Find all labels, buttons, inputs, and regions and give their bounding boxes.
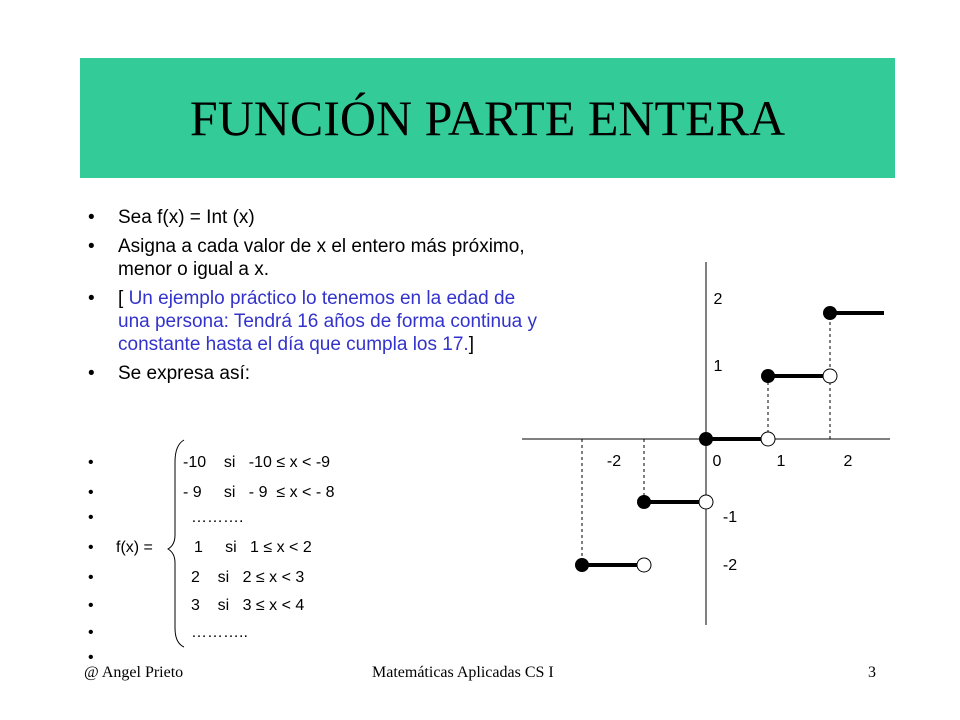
open-endpoint	[761, 432, 775, 446]
closed-endpoint	[823, 306, 837, 320]
definition-row: ………..	[191, 624, 248, 641]
open-endpoint	[699, 495, 713, 509]
definition-row: 2 si 2 ≤ x < 3	[191, 569, 305, 586]
example-text: Un ejemplo práctico lo tenemos en la edad de una persona: Tendrá 16 años de forma continua y constante hasta el día que cumpla los 17.	[118, 288, 537, 355]
function-label: f(x) =	[116, 539, 153, 556]
y-tick-label: -2	[722, 557, 738, 574]
bullet-description: • Asigna a cada valor de x el entero más próximo, menor o igual a x.	[88, 235, 548, 281]
footer-course: Matemáticas Aplicadas CS I	[372, 664, 554, 681]
bullet-dot: •	[88, 509, 94, 526]
bullet-dot: •	[88, 624, 94, 641]
bullet-definition: • Sea f(x) = Int (x)	[88, 206, 548, 229]
x-tick-label: 1	[776, 453, 786, 470]
definition-row: 1 si 1 ≤ x < 2	[194, 539, 312, 556]
bullet-expression: • Se expresa así:	[88, 362, 548, 385]
example-open-bracket: [	[118, 288, 129, 309]
x-tick-label: 2	[843, 453, 853, 470]
bullet-dot: •	[88, 649, 94, 666]
bullet-dot: •	[88, 569, 94, 586]
closed-endpoint	[575, 558, 589, 572]
open-endpoint	[823, 369, 837, 383]
bullet-dot: •	[88, 539, 94, 556]
slide-title: FUNCIÓN PARTE ENTERA	[189, 90, 786, 146]
bullet-dot: •	[88, 484, 94, 501]
closed-endpoint	[637, 495, 651, 509]
footer-author: @ Angel Prieto	[84, 664, 184, 681]
bullet-dot: •	[88, 454, 94, 471]
closed-endpoint	[761, 369, 775, 383]
x-tick-label: -2	[606, 453, 622, 470]
definition-row: - 9 si - 9 ≤ x < - 8	[183, 484, 335, 501]
y-tick-label: 2	[713, 291, 723, 308]
x-tick-label: 0	[712, 453, 722, 470]
bullet-dot: •	[88, 597, 94, 614]
footer-page-number: 3	[868, 664, 876, 681]
open-endpoint	[637, 558, 651, 572]
example-close-bracket: ]	[468, 334, 474, 355]
definition-row: 3 si 3 ≤ x < 4	[191, 597, 305, 614]
y-tick-label: 1	[713, 358, 723, 375]
y-tick-label: -1	[722, 509, 738, 526]
closed-endpoint	[699, 432, 713, 446]
definition-row: -10 si -10 ≤ x < -9	[183, 454, 331, 471]
definition-row: ……….	[191, 509, 244, 526]
